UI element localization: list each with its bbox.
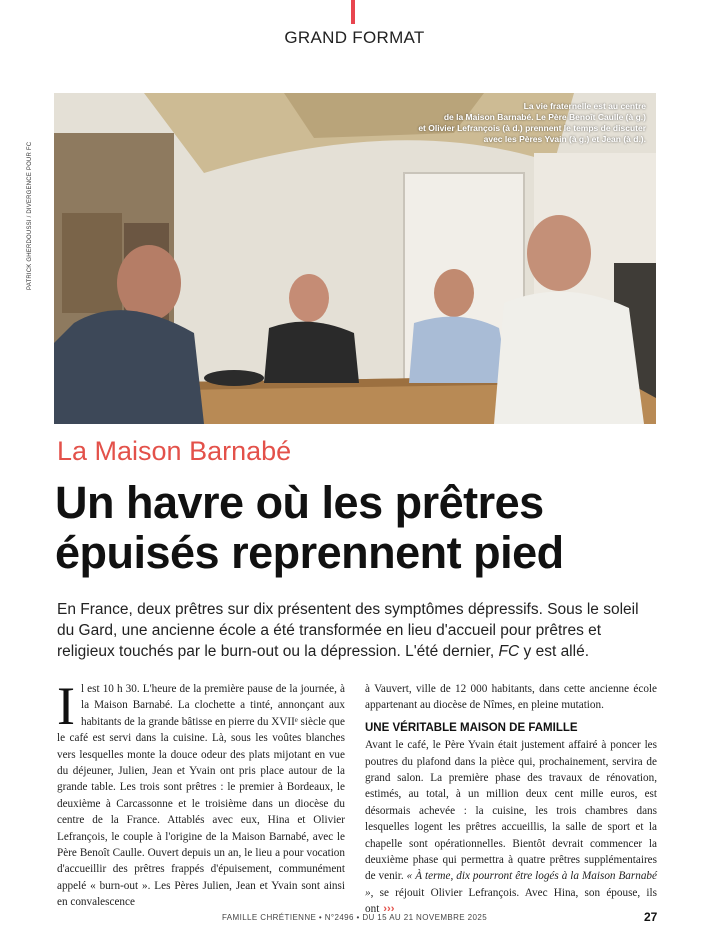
quote-text: « À terme, dix pourront être logés à la Maison Barnabé » [365, 870, 657, 899]
body-column-2 [365, 681, 657, 918]
caption-line: de la Maison Barnabé. Le Père Benoît Caulle (à g.) [443, 112, 646, 122]
continue-arrows-icon: ››› [383, 903, 395, 916]
top-accent-rule [351, 0, 355, 24]
caption-line: La vie fraternelle est au centre [523, 101, 646, 111]
page-footer: FAMILLE CHRÉTIENNE • N°2496 • DU 15 AU 21 NOVEMBRE 2025 [221, 913, 488, 922]
headline-line: Un havre où les prêtres [55, 477, 544, 528]
lead-text: En France, deux prêtres sur dix présentent des symptômes dépressifs. Sous le soleil du Gard, une ancienne école a été transformée en lieu d'accueil pour prêtres et religieux touchés par le burn-out ou la dépression. L'été dernier, [57, 601, 639, 660]
caption-line: avec les Pères Yvain (à g.) et Jean (à d.). [483, 134, 646, 144]
body-text: , se réjouit Olivier Lefrançois. Avec Hina, son épouse, ils ont [365, 886, 657, 916]
lead-text-end: y est allé. [519, 643, 589, 660]
article-lead [57, 599, 657, 662]
article-headline [55, 478, 675, 578]
body-paragraph [365, 737, 657, 917]
section-label: GRAND FORMAT [284, 28, 425, 47]
photo-caption [376, 101, 646, 145]
page-number: 27 [644, 910, 658, 924]
body-paragraph: à Vauvert, ville de 12 000 habitants, dans cette ancienne école appartenant au diocèse de Nîmes, en pleine mutation. [365, 683, 657, 712]
body-text: Avant le café, le Père Yvain était justement affairé à poncer les poutres du plafond dans la pièce qui, prochainement, servira de grand salon. La première phase des travaux de rénovation, estimés, au total, à un million deux cent mille euros, est désormais achevée : la cuisine, les trois chambres dans lesquelles logent les prêtres accueillis, la salle de sport et la chapelle sont opérationnelles. Bientôt devrait commencer la deuxième phase qui permettra à quatre prêtres supplémentaires de venir. [365, 739, 657, 883]
article-kicker: La Maison Barnabé [57, 436, 292, 466]
drop-cap: I [57, 676, 75, 736]
lead-magazine-name: FC [498, 643, 520, 660]
body-paragraph: l est 10 h 30. L'heure de la première pause de la journée, à la Maison Barnabé. La clochette a tinté, annonçant aux habitants de la grande bâtisse en pierre du XVIIᵉ siècle que le café est servi dans la cuisine. Là, sous les voûtes blanches vers lesquelles monte la douce odeur des plats mijotant en vue du déjeuner, Julien, Jean et Yvain ont pris place autour de la grande table. Les trois sont prêtres : le premier à Bordeaux, le deuxième à Carcassonne et le troisième dans un diocèse du centre de la France. Attablés avec eux, Hina et Olivier Lefrançois, le couple à l'origine de la Maison Barnabé, avec le Père Benoît Caulle. Ouvert depuis un an, le lieu a pour vocation d'accueillir des prêtres frappés d'épuisement, communément appelé « burn-out ». Les Pères Julien, Jean et Yvain sont ainsi en convalescence [57, 683, 345, 909]
headline-line: épuisés reprennent pied [55, 527, 564, 578]
photo-credit: PATRICK GHERDOUSSI / DIVERGENCE POUR FC [27, 141, 33, 290]
subheading: UNE VÉRITABLE MAISON DE FAMILLE [365, 721, 578, 734]
article-photo [54, 93, 656, 424]
body-column-1 [57, 676, 345, 911]
caption-line: et Olivier Lefrançois (à d.) prennent le temps de discuter [418, 123, 646, 133]
